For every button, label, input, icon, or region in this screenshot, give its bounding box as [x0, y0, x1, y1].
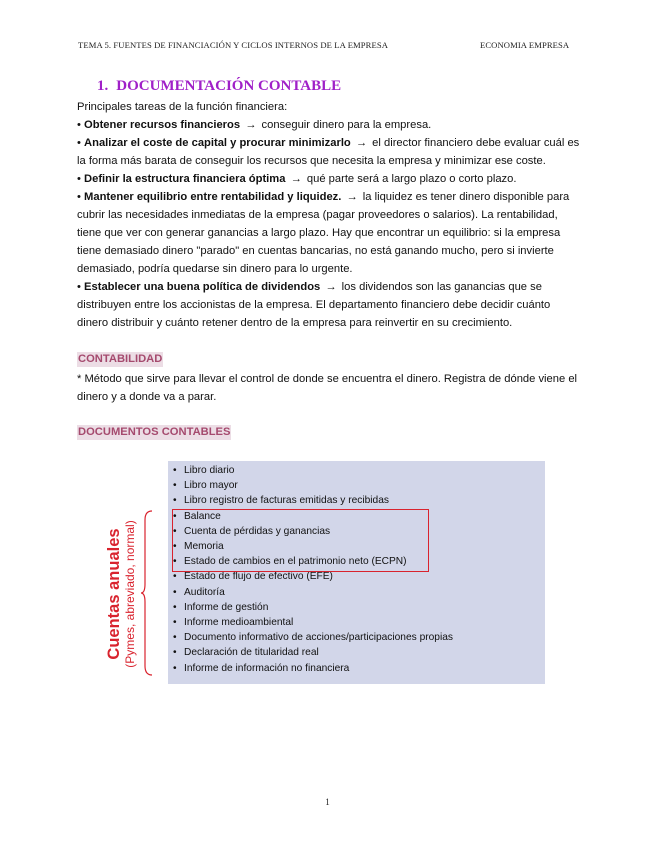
bullet: •	[173, 586, 177, 598]
task-text: la liquidez es tener dinero disponible para cubrir las necesidades inmediatas de la empresa (pagar proveedores o salarios). La rentabilidad, tiene que ver con generar ganancias a largo plazo. Hay que encontrar un equilibrio: si la empresa tiene demasiado dinero "parado" en cuentas bancarias, no está ganando mucho, pero si invierte demasiado, podría quedarse sin dinero para lo urgente.	[77, 191, 570, 275]
task-text: el director financiero debe evaluar cuál es la forma más barata de conseguir los recursos que necesita la empresa y minimizar ese coste.	[77, 137, 580, 167]
bullet: •	[77, 173, 85, 185]
list-item-text: Informe medioambiental	[184, 617, 294, 629]
contabilidad-heading: CONTABILIDAD	[78, 353, 163, 365]
list-item	[173, 645, 453, 660]
financial-tasks	[77, 98, 582, 332]
header-right: ECONOMIA EMPRESA	[480, 40, 570, 50]
bullet: •	[173, 617, 177, 629]
section-number: 1.	[97, 78, 109, 94]
cuentas-anuales-subtitle: (Pymes, abreviado, normal)	[123, 520, 137, 668]
bullet: •	[173, 465, 177, 476]
arrow-icon: →	[325, 281, 337, 293]
task-text: los dividendos son las ganancias que se distribuyen entre los accionistas de la empresa. El departamento financiero debe decidir cuánto dinero distribuir y cuánto retener dentro de la empresa para reinvertir en su crecimiento.	[77, 281, 551, 329]
task-item	[77, 188, 582, 278]
task-text: conseguir dinero para la empresa.	[258, 119, 432, 131]
bullet: •	[173, 571, 177, 583]
brace-icon	[140, 510, 154, 676]
arrow-icon: →	[290, 173, 302, 185]
bullet: •	[173, 495, 177, 507]
bullet: •	[77, 137, 85, 149]
list-item	[173, 630, 453, 645]
bullet: •	[77, 119, 85, 131]
list-item-text: Libro mayor	[184, 480, 238, 492]
list-item-text: Libro registro de facturas emitidas y recibidas	[184, 495, 389, 507]
arrow-icon: →	[346, 191, 358, 203]
list-item-text: Auditoría	[184, 586, 225, 598]
bullet: •	[173, 601, 177, 613]
documents-box	[168, 461, 545, 684]
list-item-text: Cuenta de pérdidas y ganancias	[184, 525, 331, 537]
intro-text: Principales tareas de la función financiera:	[77, 101, 288, 113]
task-label: Mantener equilibrio entre rentabilidad y liquidez.	[84, 191, 342, 203]
task-label: Establecer una buena política de dividendos	[84, 281, 321, 293]
list-item-text: Informe de gestión	[184, 601, 269, 613]
list-item-text: Balance	[184, 510, 221, 522]
list-item-text: Libro diario	[184, 465, 235, 476]
list-item	[173, 661, 453, 676]
section-title	[97, 78, 341, 95]
highlight-box	[172, 509, 429, 572]
arrow-icon: →	[355, 137, 368, 149]
list-item-text: Informe de información no financiera	[184, 662, 350, 674]
task-label: Obtener recursos financieros	[84, 119, 241, 131]
list-item	[173, 615, 453, 630]
task-label: Definir la estructura financiera óptima	[84, 173, 286, 185]
list-item	[173, 493, 453, 508]
list-item-text: Declaración de titularidad real	[184, 647, 319, 659]
bullet: •	[77, 191, 85, 203]
list-item	[173, 585, 453, 600]
list-item-text: Estado de flujo de efectivo (EFE)	[184, 571, 333, 583]
header-left: TEMA 5. FUENTES DE FINANCIACIÓN Y CICLOS INTERNOS DE LA EMPRESA	[78, 40, 389, 50]
list-item-text: Estado de cambios en el patrimonio neto (ECPN)	[184, 556, 407, 568]
task-text: qué parte será a largo plazo o corto plazo.	[303, 173, 517, 185]
arrow-icon: →	[245, 119, 257, 131]
list-item	[173, 600, 453, 615]
list-item-text: Memoria	[184, 541, 224, 553]
contabilidad-text: * Método que sirve para llevar el control de donde se encuentra el dinero. Registra de dónde viene el dinero y a donde va a parar.	[77, 373, 578, 403]
bullet: •	[77, 281, 85, 293]
bullet: •	[173, 541, 177, 553]
bullet: •	[173, 556, 177, 568]
list-item	[173, 463, 453, 478]
task-item	[77, 134, 582, 170]
task-label: Analizar el coste de capital y procurar minimizarlo	[84, 137, 351, 149]
list-item-text: Documento informativo de acciones/participaciones propias	[184, 632, 453, 644]
documentos-heading: DOCUMENTOS CONTABLES	[78, 426, 231, 438]
cuentas-anuales-title: Cuentas anuales	[105, 528, 123, 660]
bullet: •	[173, 480, 177, 492]
bullet: •	[173, 632, 177, 644]
bullet: •	[173, 510, 177, 522]
bullet: •	[173, 525, 177, 537]
page-number: 1	[325, 797, 330, 807]
cuentas-anuales-label	[105, 520, 137, 667]
task-item	[77, 278, 582, 332]
task-item	[77, 116, 582, 134]
bullet: •	[173, 647, 177, 659]
task-item	[77, 170, 582, 188]
section-title-text: DOCUMENTACIÓN CONTABLE	[116, 78, 342, 94]
list-item	[173, 478, 453, 493]
bullet: •	[173, 662, 177, 674]
